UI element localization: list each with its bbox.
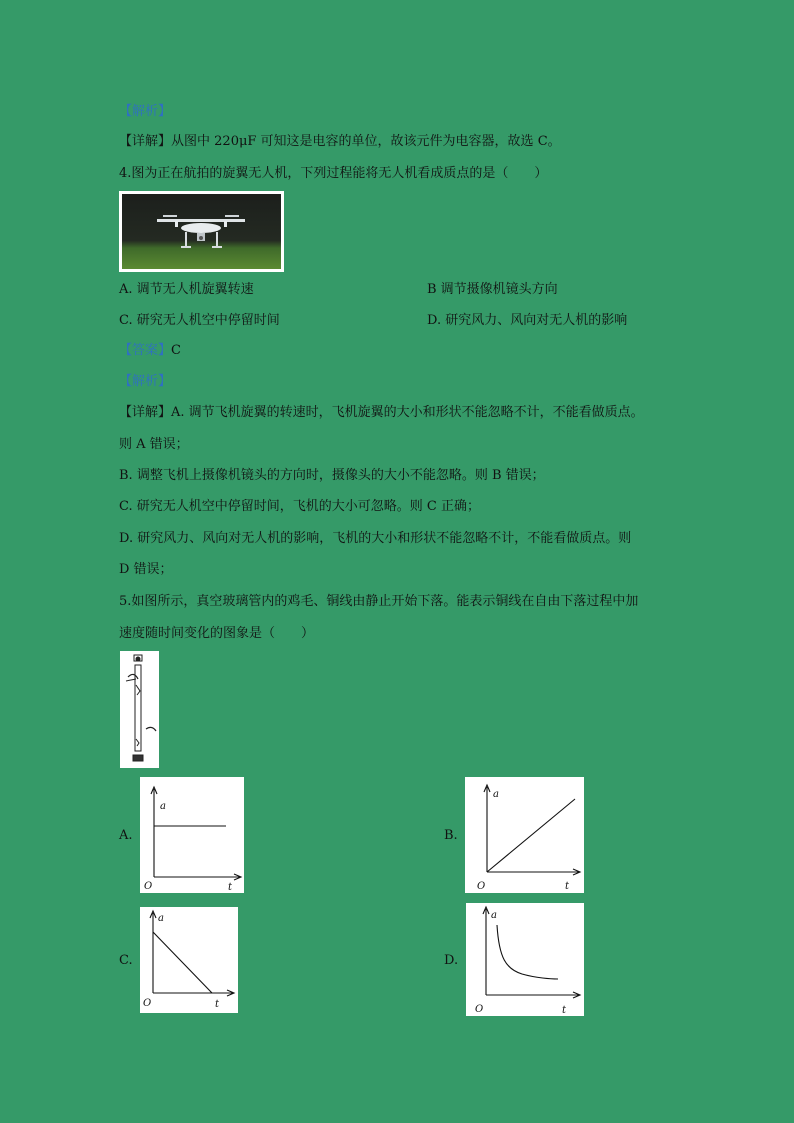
graph-b	[465, 777, 584, 893]
detail-tag: 【详解】	[119, 134, 172, 149]
q4-detail-line: D. 研究风力、风向对无人机的影响，飞机的大小和形状不能忽略不计，不能看做质点。则	[119, 531, 632, 546]
origin-label: O	[144, 881, 153, 892]
q5-option-a-label: A.	[119, 828, 133, 843]
q4-detail-line: B. 调整飞机上摄像机镜头的方向时，摄像头的大小不能忽略。则 B 错误；	[119, 468, 545, 483]
y-axis-label: a	[491, 910, 497, 921]
graph-d	[466, 903, 584, 1016]
graph-a-plot	[140, 777, 244, 893]
q4-detail-line: 则 A 错误；	[119, 437, 189, 452]
q4-detail-line: C. 研究无人机空中停留时间，飞机的大小可忽略。则 C 正确；	[119, 499, 480, 514]
graph-b-plot	[465, 777, 584, 893]
q3-detail	[119, 133, 561, 151]
x-axis-label: t	[215, 999, 220, 1010]
origin-label: O	[143, 998, 152, 1009]
answer-tag: 【答案】	[119, 343, 172, 358]
q5-option-b-label: B.	[444, 828, 458, 843]
q4-answer	[119, 342, 181, 360]
answer-value: C	[171, 343, 181, 358]
y-axis-label: a	[160, 801, 166, 812]
x-axis-label: t	[562, 1005, 567, 1016]
analysis-tag: 【解析】	[119, 104, 172, 119]
q4-detail-line	[119, 404, 644, 422]
y-axis-label: a	[493, 789, 499, 800]
detail-tag: 【详解】	[119, 405, 172, 420]
x-axis-label: t	[228, 882, 233, 893]
question-5-stem-line: 5.如图所示，真空玻璃管内的鸡毛、铜线由静止开始下落。能表示铜线在自由下落过程中加	[119, 594, 639, 609]
y-axis-label: a	[158, 913, 164, 924]
vacuum-tube-figure	[120, 651, 159, 768]
graph-c	[140, 907, 238, 1013]
q5-option-c-label: C.	[119, 953, 133, 968]
graph-c-plot	[140, 907, 238, 1013]
x-axis-label: t	[565, 881, 570, 892]
graph-d-plot	[466, 903, 584, 1016]
q4-option-a: A. 调节无人机旋翼转速	[119, 282, 254, 297]
q4-option-c: C. 研究无人机空中停留时间	[119, 313, 280, 328]
question-5-stem-line: 速度随时间变化的图象是（ ）	[119, 626, 315, 641]
origin-label: O	[475, 1004, 484, 1015]
origin-label: O	[477, 881, 486, 892]
graph-a	[140, 777, 244, 893]
detail-text: 从图中 220μF 可知这是电容的单位，故该元件为电容器，故选 C。	[171, 134, 561, 149]
q5-option-d-label: D.	[444, 953, 459, 968]
drone-photo	[119, 191, 284, 272]
detail-text: A. 调节飞机旋翼的转速时，飞机旋翼的大小和形状不能忽略不计，不能看做质点。	[171, 405, 644, 420]
vacuum-tube-drawing	[120, 651, 159, 768]
q4-detail-line: D 错误；	[119, 562, 173, 577]
q4-option-d: D. 研究风力、风向对无人机的影响	[427, 313, 628, 328]
q4-option-b: B 调节摄像机镜头方向	[427, 282, 558, 297]
question-4-stem: 4.图为正在航拍的旋翼无人机，下列过程能将无人机看成质点的是（ ）	[119, 166, 548, 181]
drone-image	[119, 191, 284, 272]
q4-analysis-tag: 【解析】	[119, 374, 172, 389]
